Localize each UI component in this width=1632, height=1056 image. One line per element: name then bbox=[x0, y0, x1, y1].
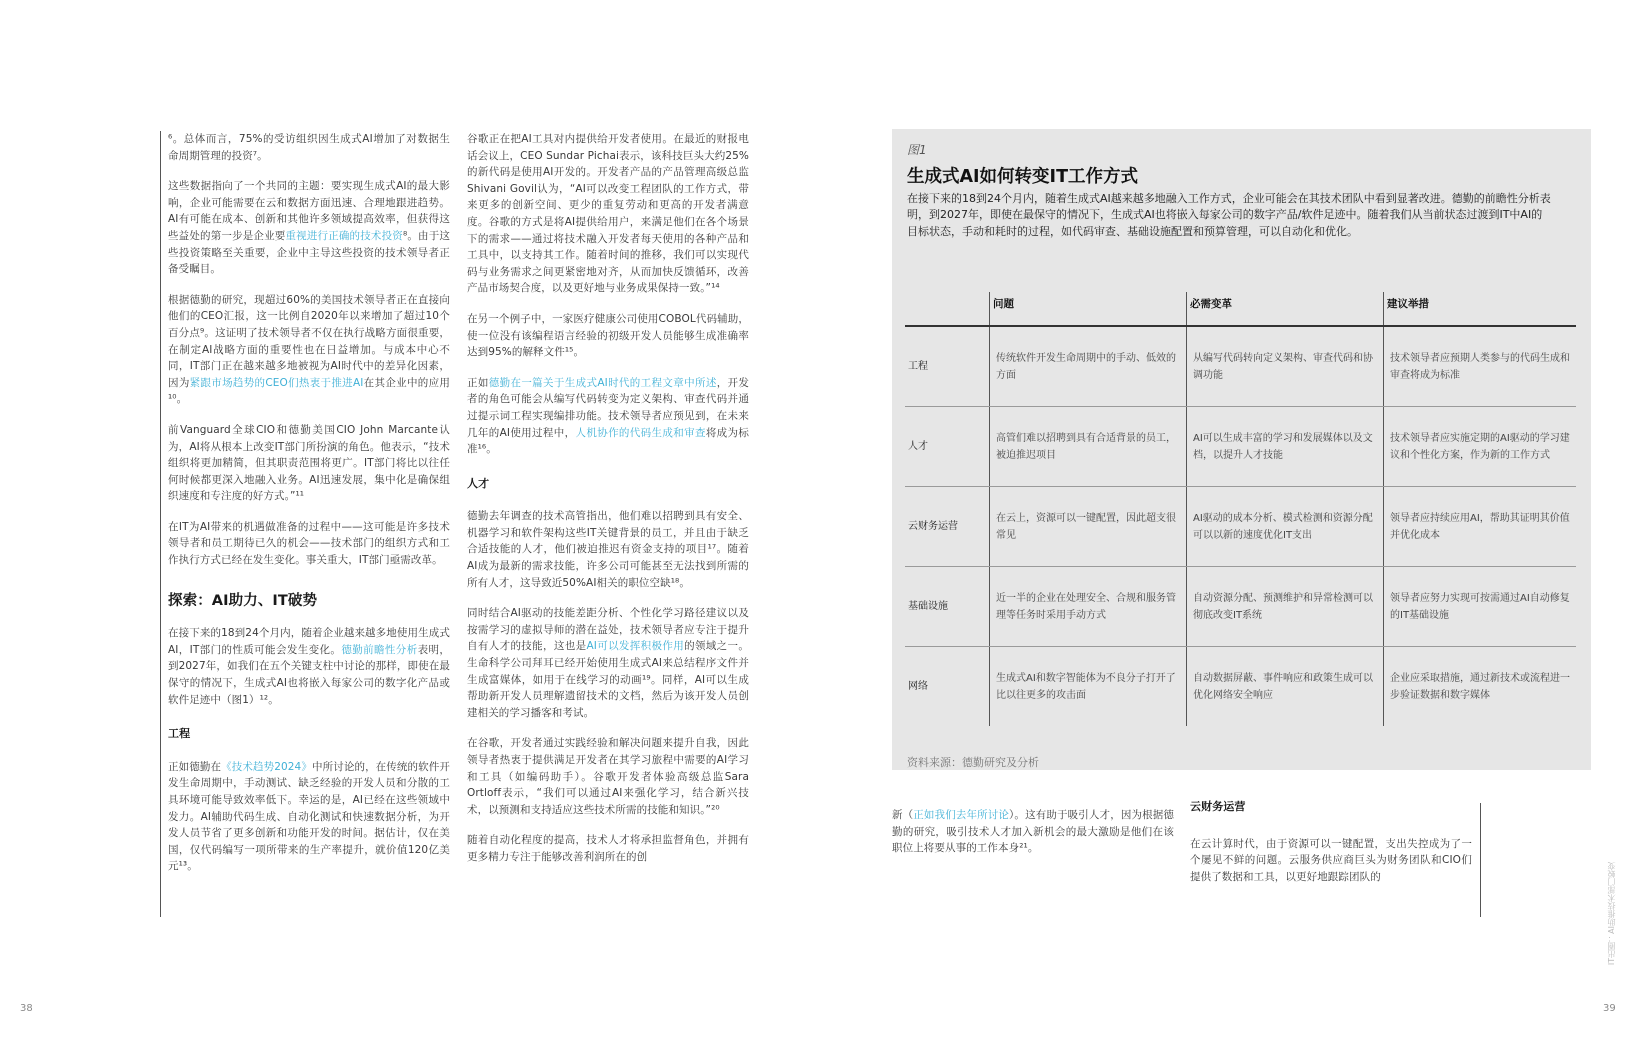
link-human-ai-code[interactable]: 人机协作的代码生成和审查 bbox=[575, 426, 706, 439]
table-row bbox=[905, 487, 1576, 567]
cell-change: AI驱动的成本分析、模式检测和资源分配可以以新的速度优化IT支出 bbox=[1187, 487, 1384, 567]
cell-problem: 传统软件开发生命周期中的手动、低效的方面 bbox=[990, 326, 1187, 407]
page-number-left: 38 bbox=[20, 1003, 33, 1014]
paragraph bbox=[467, 375, 749, 458]
text: 随着自动化程度的提高，技术人才将承担监督角色，并拥有更多精力专注于能够改善利润所在的创 bbox=[467, 834, 749, 863]
table-header-row bbox=[905, 292, 1576, 326]
page-number-right: 39 bbox=[1603, 1003, 1616, 1014]
cell-problem: 生成式AI和数字智能体为不良分子打开了比以往更多的攻击面 bbox=[990, 647, 1187, 727]
cell-problem: 近一半的企业在处理安全、合规和服务管理等任务时采用手动方式 bbox=[990, 567, 1187, 647]
text: ，开发者的角色可能会从编写代码转变为定义架构、审查代码并通过提示词工程实现编排功能。技术领导者应预见到，在未来几年的AI使用过程中， bbox=[467, 376, 750, 439]
paragraph bbox=[168, 759, 450, 875]
subsection-heading-cloud-finops: 云财务运营 bbox=[1190, 800, 1246, 813]
table-header-action: 建议举措 bbox=[1384, 292, 1577, 326]
cell-action: 领导者应努力实现可按需通过AI自动修复的IT基础设施 bbox=[1384, 567, 1577, 647]
paragraph bbox=[467, 832, 749, 865]
right-bottom-right-column bbox=[1190, 799, 1472, 899]
text: 表明，到2027年，如我们在五个关键支柱中讨论的那样，即使在最保守的情况下，生成式AI也将嵌入每家公司的数字化产品或软件足迹中（图1）¹²。 bbox=[168, 643, 451, 706]
paragraph bbox=[168, 625, 450, 708]
table-header-change: 必需变革 bbox=[1187, 292, 1384, 326]
cell-change: 自动数据屏蔽、事件响应和政策生成可以优化网络安全响应 bbox=[1187, 647, 1384, 727]
section-heading: 探索：AI助力、IT破势 bbox=[168, 592, 318, 609]
text: 将成为标准¹⁶。 bbox=[467, 426, 749, 456]
text: ⁶。总体而言，75%的受访组织因生成式AI增加了对数据生命周期管理的投资⁷。 bbox=[168, 133, 450, 162]
figure-label: 图1 bbox=[907, 143, 927, 157]
cell-change: 从编写代码转向定义架构、审查代码和协调功能 bbox=[1187, 326, 1384, 407]
middle-column bbox=[467, 131, 749, 880]
figure-title: 生成式AI如何转变IT工作方式 bbox=[907, 167, 1139, 187]
cell-action: 技术领导者应实施定期的AI驱动的学习建议和个性化方案，作为新的工作方式 bbox=[1384, 407, 1577, 487]
table-header-problem: 问题 bbox=[990, 292, 1187, 326]
cell-problem: 在云上，资源可以一键配置，因此超支很常见 bbox=[990, 487, 1187, 567]
row-label: 基础设施 bbox=[905, 567, 990, 647]
paragraph bbox=[168, 131, 450, 164]
row-label: 云财务运营 bbox=[905, 487, 990, 567]
paragraph bbox=[168, 422, 450, 505]
link-tech-investment[interactable]: 重视进行正确的技术投资 bbox=[285, 229, 403, 242]
right-bottom-left-column bbox=[892, 807, 1174, 871]
paragraph bbox=[467, 311, 749, 361]
text: 根据德勤的研究，现超过60%的美国技术领导者正在直接向他们的CEO汇报，这一比例自2020年以来增加了超过10个百分点⁹。这证明了技术领导者不仅在执行战略方面很重要，在制定AI战略方面的重要性也在日益增加。与成本中心不同，IT部门正在越来越多地被视为AI时代中的差异化因素，因为 bbox=[168, 293, 450, 389]
paragraph bbox=[1190, 836, 1472, 886]
cell-change: 自动资源分配、预测维护和异常检测可以彻底改变IT系统 bbox=[1187, 567, 1384, 647]
table-row bbox=[905, 326, 1576, 407]
text: 的领域之一。生命科学公司拜耳已经开始使用生成式AI来总结程序文件并生成富媒体，如用于在线学习的动画¹⁹。同样，AI可以生成帮助新开发人员理解遗留技术的文档，然后为该开发人员创建相关的学习播客和考试。 bbox=[467, 640, 749, 719]
left-column bbox=[168, 131, 450, 889]
cell-problem: 高管们难以招聘到具有合适背景的员工，被迫推迟项目 bbox=[990, 407, 1187, 487]
text: 在接下来的18到24个月内，随着企业越来越多地使用生成式AI，IT部门的性质可能会发生变化。 bbox=[168, 627, 450, 656]
row-label: 网络 bbox=[908, 681, 928, 692]
table-row bbox=[905, 407, 1576, 487]
text: 正如德勤在 bbox=[168, 760, 222, 773]
text: 谷歌正在把AI工具对内提供给开发者使用。在最近的财报电话会议上，CEO Sundar Pichai表示，该科技巨头大约25% 的新代码是使用AI开发的。开发者产品的产品管理高级总监Shivani Govil认为，“AI可以改变工程团队的工作方式，带来更多的创新空间、更少的重复劳动和更高的开发者满意度。谷歌的方式是将AI提供给用户，来满足他们在各个场景下的需求——通过将技术融入开发者每天使用的各种产品和工具中，以支持其工作。随着时间的推移，我们可以实现代码与业务需求之间更紧密地对齐，从而加快反馈循环，改善产品市场契合度，以及更好地与业务成果保持一致。”¹⁴ bbox=[467, 133, 749, 295]
cell-change: AI可以生成丰富的学习和发展媒体以及文档，以提升人才技能 bbox=[1187, 407, 1384, 487]
right-column-rule bbox=[1480, 803, 1481, 917]
side-running-title: IT出圈：AI助推技术部门蜕变 bbox=[1607, 862, 1616, 966]
paragraph bbox=[467, 735, 749, 818]
text: 在其企业中的应用¹⁰。 bbox=[168, 376, 450, 406]
row-label: 人才 bbox=[905, 407, 990, 487]
text: 在另一个例子中，一家医疗健康公司使用COBOL代码辅助，使一位没有该编程语言经验的初级开发人员能够生成准确率达到95%的解释文件¹⁵。 bbox=[467, 312, 749, 359]
link-tech-trends-2024[interactable]: 《技术趋势2024》 bbox=[221, 760, 312, 773]
figure-panel bbox=[892, 129, 1591, 770]
text: 德勤去年调查的技术高管指出，他们难以招聘到具有安全、机器学习和软件架构这些IT关键背景的员工，并且由于缺乏合适技能的人才，他们被迫推迟有资金支持的项目¹⁷。随着AI成为最新的需求技能，许多公司可能甚至无法找到所需的所有人才，这导致近50%AI相关的职位空缺¹⁸。 bbox=[467, 510, 749, 589]
figure-description: 在接下来的18到24个月内，随着生成式AI越来越多地融入工作方式，企业可能会在其技术团队中看到显著改进。德勤的前瞻性分析表明，到2027年，即使在最保守的情况下，生成式AI也将嵌入每家公司的数字产品/软件足迹中。随着我们从当前状态过渡到IT中AI的目标状态，手动和耗时的过程，如代码审查、基础设施配置和预算管理，可以自动化和优化。 bbox=[907, 192, 1551, 238]
table-header-empty bbox=[905, 292, 990, 326]
paragraph bbox=[467, 605, 749, 721]
link-last-year[interactable]: 正如我们去年所讨论 bbox=[913, 809, 1010, 821]
text: 在IT为AI带来的机遇做准备的过程中——这可能是许多技术领导者和员工期待已久的机会——技术部门的组织方式和工作执行方式已经在发生变化。事关重大，IT部门亟需改革。 bbox=[168, 520, 450, 567]
left-column-rule bbox=[160, 131, 161, 917]
text: 正如 bbox=[467, 376, 489, 389]
subsection-heading-engineering: 工程 bbox=[168, 727, 191, 741]
cell-action: 企业应采取措施，通过新技术或流程进一步验证数据和数字媒体 bbox=[1384, 647, 1577, 727]
paragraph bbox=[467, 508, 749, 591]
link-engineering-article[interactable]: 德勤在一篇关于生成式AI时代的工程文章中所述 bbox=[488, 376, 717, 389]
text: 这些数据指向了一个共同的主题：要实现生成式AI的最大影响，企业可能需要在云和数据方面迅速、合理地跟进趋势。AI有可能在成本、创新和其他许多领域提高效率，但获得这些益处的第一步是企业要 bbox=[168, 180, 450, 242]
paragraph bbox=[168, 292, 450, 408]
paragraph bbox=[892, 807, 1174, 857]
paragraph bbox=[168, 519, 450, 569]
link-forward-analysis[interactable]: 德勤前瞻性分析 bbox=[341, 643, 418, 656]
text: 在云计算时代，由于资源可以一键配置，支出失控成为了一个屡见不鲜的问题。云服务供应商巨头为财务团队和CIO们提供了数据和工具，以更好地跟踪团队的 bbox=[1190, 837, 1472, 883]
text: 新（ bbox=[892, 809, 914, 821]
subsection-heading-talent: 人才 bbox=[467, 476, 490, 490]
paragraph bbox=[168, 178, 450, 278]
text: 中所讨论的，在传统的软件开发生命周期中，手动测试、缺乏经验的开发人员和分散的工具环境可能导致效率低下。幸运的是，AI已经在这些领域中发力。AI辅助代码生成、自动化测试和快速数据分析，为开发人员节省了更多创新和功能开发的时间。据估计，仅在美国，仅代码编写一项所带来的生产率提升，就价值120亿美元¹³。 bbox=[168, 760, 450, 873]
text: ⁸。由于这些投资策略至关重要，企业中主导这些投资的技术领导者正备受瞩目。 bbox=[168, 229, 450, 276]
figure-table bbox=[905, 292, 1576, 726]
link-ai-positive-role[interactable]: AI可以发挥积极作用 bbox=[586, 640, 685, 653]
text: 前Vanguard全球CIO和德勤美国CIO John Marcante认为，AI将从根本上改变IT部门所扮演的角色。他表示，“技术组织将更加精简，但其职责范围将更广。IT部门将比以往任何时候都更深入地融入业务。AI迅速发展，集中化是确保组织速度和专注度的好方式。”¹¹ bbox=[168, 423, 450, 503]
table-row bbox=[905, 567, 1576, 647]
text: 在谷歌，开发者通过实践经验和解决问题来提升自我，因此领导者热衷于提供满足开发者在其学习旅程中需要的AI学习和工具（如编码助手）。谷歌开发者体验高级总监Sara Ortloff表示，“我们可以通过AI来强化学习，结合新兴技术，以预测和支持适应这些技术所需的技能和知识。”²⁰ bbox=[467, 737, 749, 816]
text: ）。这有助于吸引人才，因为根据德勤的研究，吸引技术人才加入新机会的最大激励是他们在该职位上将要从事的工作本身²¹。 bbox=[892, 809, 1174, 855]
figure-source: 资料来源：德勤研究及分析 bbox=[907, 756, 1039, 769]
row-label: 工程 bbox=[905, 326, 990, 407]
paragraph bbox=[467, 131, 749, 297]
table-row bbox=[905, 647, 1576, 727]
cell-action: 领导者应持续应用AI，帮助其证明其价值并优化成本 bbox=[1384, 487, 1577, 567]
cell-action: 技术领导者应预期人类参与的代码生成和审查将成为标准 bbox=[1384, 326, 1577, 407]
text: 同时结合AI驱动的技能差距分析、个性化学习路径建议以及按需学习的虚拟导师的潜在益处，技术领导者应专注于提升自有人才的技能，这也是 bbox=[467, 607, 749, 653]
link-ceo-ai[interactable]: 紧跟市场趋势的CEO们热衷于推进AI bbox=[189, 376, 364, 389]
